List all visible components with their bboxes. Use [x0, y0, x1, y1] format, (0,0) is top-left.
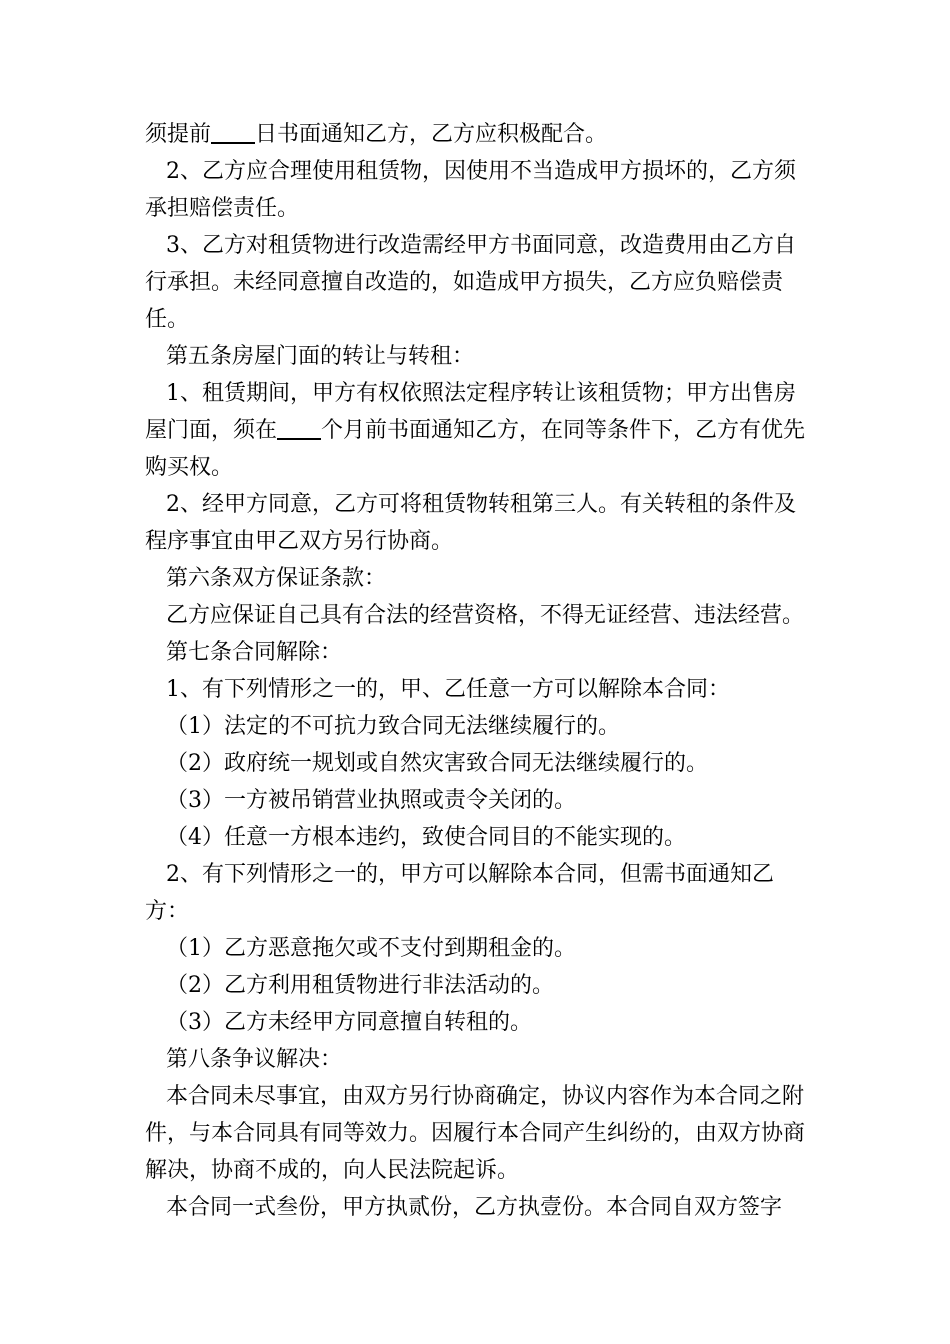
section-heading-article-6: 第六条双方保证条款： [166, 566, 387, 591]
paragraph-text: 日书面通知乙方，乙方应积极配合。 [255, 122, 608, 147]
list-item-7-1-3: （3）一方被吊销营业执照或责令关闭的。 [166, 788, 576, 813]
fill-in-blank-days [211, 120, 255, 144]
paragraph-clause-4-3: 3、乙方对租赁物进行改造需经甲方书面同意，改造费用由乙方自行承担。未经同意擅自改造的，如造成甲方损失，乙方应负赔偿责任。 [145, 233, 796, 332]
list-item-7-2-2: （2）乙方利用租赁物进行非法活动的。 [166, 973, 554, 998]
paragraph-clause-6: 乙方应保证自己具有合法的经营资格，不得无证经营、违法经营。 [166, 603, 805, 628]
paragraph-clause-5-2: 2、经甲方同意，乙方可将租赁物转租第三人。有关转租的条件及程序事宜由甲乙双方另行协商。 [145, 492, 796, 554]
list-item-7-1-4: （4）任意一方根本违约，致使合同目的不能实现的。 [166, 825, 686, 850]
paragraph-clause-8: 本合同未尽事宜，由双方另行协商确定，协议内容作为本合同之附件，与本合同具有同等效力。因履行本合同产生纠纷的，由双方协商解决，协商不成的，向人民法院起诉。 [145, 1084, 806, 1183]
list-item-7-1-2: （2）政府统一规划或自然灾害致合同无法继续履行的。 [166, 751, 708, 776]
section-heading-article-5: 第五条房屋门面的转让与转租： [166, 344, 475, 369]
paragraph-clause-7-2: 2、有下列情形之一的，甲方可以解除本合同，但需书面通知乙方： [145, 862, 774, 924]
section-heading-article-8: 第八条争议解决： [166, 1047, 343, 1072]
document-body [145, 116, 817, 1226]
paragraph-clause-5-1 [145, 375, 817, 486]
list-item-7-1-1: （1）法定的不可抗力致合同无法继续履行的。 [166, 714, 620, 739]
paragraph-text: 须提前 [145, 122, 212, 147]
paragraph-clause-4-2: 2、乙方应合理使用租赁物，因使用不当造成甲方损坏的，乙方须承担赔偿责任。 [145, 159, 796, 221]
paragraph-text: 1、租赁期间，甲方有权依照法定程序转让该租赁物；甲方出售房屋门面，须在 [145, 381, 796, 443]
paragraph-copies-clause: 本合同一式叁份，甲方执贰份，乙方执壹份。本合同自双方签字 [166, 1195, 783, 1220]
paragraph-notice-continuation [145, 116, 817, 153]
paragraph-clause-7-1: 1、有下列情形之一的，甲、乙任意一方可以解除本合同： [166, 677, 730, 702]
list-item-7-2-1: （1）乙方恶意拖欠或不支付到期租金的。 [166, 936, 576, 961]
paragraph-text: 个月前书面通知乙方，在同等条件下，乙方有优先购买权。 [145, 418, 806, 480]
fill-in-blank-months [277, 416, 321, 440]
list-item-7-2-3: （3）乙方未经甲方同意擅自转租的。 [166, 1010, 532, 1035]
section-heading-article-7: 第七条合同解除： [166, 640, 343, 665]
